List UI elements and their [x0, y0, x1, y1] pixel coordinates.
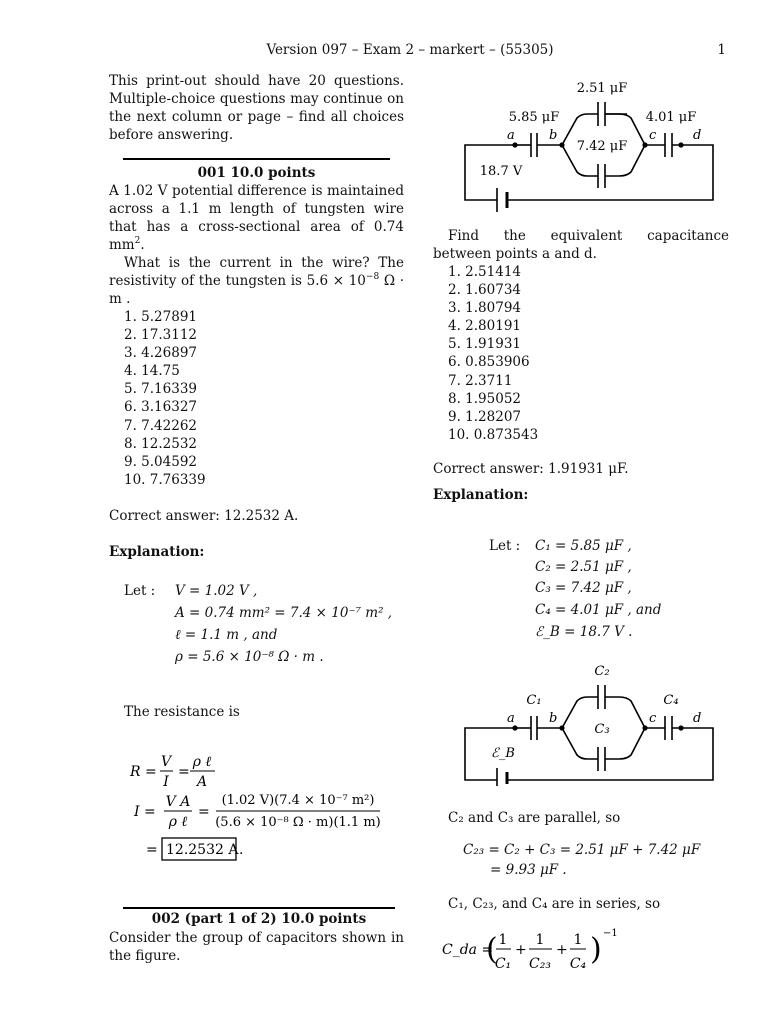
- circuit-figure-1: [455, 74, 725, 224]
- cda-num-1: 1: [498, 932, 508, 948]
- choice-item[interactable]: 9. 5.04592: [124, 453, 197, 470]
- choice-item[interactable]: 8. 1.95052: [448, 390, 521, 407]
- cda-exponent: −1: [603, 928, 618, 939]
- q2-given-C1: C₁ = 5.85 μF ,: [535, 538, 632, 554]
- final-answer: 12.2532 A: [166, 842, 239, 858]
- fig1-node-d: d: [693, 128, 702, 143]
- left-column: [109, 72, 404, 561]
- eq-num-VA: V A: [165, 794, 191, 810]
- q1-let-label: Let :: [124, 583, 156, 599]
- question-2-correct-answer: Correct answer: 1.91931 μF.: [433, 461, 629, 477]
- circuit-figure-2: [455, 657, 725, 787]
- choice-item[interactable]: 4. 2.80191: [448, 318, 521, 335]
- choice-item[interactable]: 3. 4.26897: [124, 345, 197, 362]
- eq-den-A: A: [196, 774, 208, 790]
- fig1-node-c: c: [649, 128, 657, 143]
- choice-item[interactable]: 5. 7.16339: [124, 381, 197, 398]
- question-2-explanation-label: Explanation:: [433, 487, 529, 503]
- q1-equations: [120, 748, 410, 868]
- svg-text:+: +: [515, 942, 527, 958]
- fig2-c1-label: C₁: [526, 693, 542, 708]
- cda-num-2: 1: [535, 932, 545, 948]
- q2-given-EB: ℰ_B = 18.7 V .: [535, 624, 633, 640]
- fig2-emf-label: ℰ_B: [491, 746, 515, 761]
- svg-text:+: +: [556, 942, 568, 958]
- choice-item[interactable]: 6. 3.16327: [124, 399, 197, 416]
- fig1-c4-label: 4.01 μF: [645, 110, 697, 125]
- question-1-choices: [109, 308, 404, 489]
- q2-let-label: Let :: [489, 538, 521, 554]
- choice-item[interactable]: 10. 0.873543: [448, 426, 539, 443]
- question-1-prompt: What is the current in the wire? The resistivity of the tungsten is $5.6 \times 10^{-8}$ Ω · m .: [109, 255, 404, 307]
- question-1-explanation-label: Explanation:: [109, 543, 205, 560]
- cda-den-2: C₂₃: [529, 956, 551, 972]
- choice-item[interactable]: 4. 14.75: [124, 363, 180, 380]
- header-title: Version 097 – Exam 2 – markert – (55305): [266, 42, 554, 58]
- c23-line-2: = 9.93 μF .: [490, 862, 567, 878]
- question-2-text: Consider the group of capacitors shown in the figure.: [109, 930, 404, 964]
- question-2-heading: 002 (part 1 of 2) 10.0 points: [151, 911, 367, 927]
- eq-den-values: (5.6 × 10⁻⁸ Ω · m)(1.1 m): [215, 815, 381, 830]
- eq-num-V: V: [160, 754, 172, 770]
- q1-given-A: A = 0.74 mm² = 7.4 × 10⁻⁷ m² ,: [175, 605, 393, 621]
- choice-item[interactable]: 3. 1.80794: [448, 300, 521, 317]
- choice-item[interactable]: 5. 1.91931: [448, 336, 521, 353]
- cda-den-1: C₁: [494, 956, 512, 972]
- eq-num-values: (1.02 V)(7.4 × 10⁻⁷ m²): [221, 793, 375, 808]
- parallel-statement: C₂ and C₃ are parallel, so: [448, 810, 621, 826]
- question-1-text: A 1.02 V potential difference is maintained across a 1.1 m length of tungsten wire that has a cross-sectional area of 0.74 $mm^2$.: [109, 183, 404, 253]
- q1-given-V: V = 1.02 V ,: [175, 583, 258, 599]
- question-2-choices: [433, 263, 538, 444]
- choice-item[interactable]: 9. 1.28207: [448, 408, 521, 425]
- eq-I-lhs: I =: [134, 804, 156, 820]
- choice-item[interactable]: 10. 7.76339: [124, 471, 206, 488]
- fig2-node-b: b: [549, 711, 558, 726]
- fig1-c1-label: 5.85 μF: [508, 110, 560, 125]
- choice-item[interactable]: 1. 2.51414: [448, 264, 521, 280]
- page-number: 1: [717, 42, 726, 58]
- question-1-heading: 001 10.0 points: [123, 158, 390, 182]
- question-1-correct-answer: Correct answer: 12.2532 A.: [109, 507, 299, 524]
- eq-den-I: I: [163, 774, 169, 790]
- fig2-node-a: a: [507, 711, 515, 726]
- cda-equation: [440, 922, 640, 978]
- fig2-c4-label: C₄: [663, 693, 679, 708]
- choice-item[interactable]: 7. 2.3711: [448, 372, 513, 389]
- c23-line-1: C₂₃ = C₂ + C₃ = 2.51 μF + 7.42 μF: [463, 842, 701, 858]
- cda-den-3: C₄: [569, 956, 587, 972]
- q2-given-C2: C₂ = 2.51 μF ,: [535, 559, 632, 575]
- fig2-node-c: c: [649, 711, 657, 726]
- choice-item[interactable]: 1. 5.27891: [124, 309, 197, 325]
- choice-item[interactable]: 2. 1.60734: [448, 282, 521, 299]
- q2-given-C4: C₄ = 4.01 μF , and: [535, 602, 662, 618]
- fig2-c3-label: C₃: [594, 722, 610, 737]
- fig2-c2-label: C₂: [594, 664, 610, 679]
- q2-given-C3: C₃ = 7.42 μF ,: [535, 580, 632, 596]
- resistance-intro: The resistance is: [124, 704, 240, 720]
- series-statement: C₁, C₂₃, and C₄ are in series, so: [448, 896, 661, 912]
- fig1-emf-label: 18.7 V: [479, 164, 523, 179]
- intro-text: This print-out should have 20 questions. Multiple-choice questions may continue on the next column or page – find all choices before answering.: [109, 73, 404, 143]
- fig2-node-d: d: [693, 711, 702, 726]
- choice-item[interactable]: 6. 0.853906: [448, 354, 530, 371]
- cda-lhs: C_da =: [442, 942, 494, 958]
- q1-given-rho: ρ = 5.6 × 10⁻⁸ Ω · m .: [175, 649, 324, 665]
- fig1-c2-label: 2.51 μF: [576, 81, 628, 96]
- choice-item[interactable]: 7. 7.42262: [124, 417, 197, 434]
- eq-num-rl: ρ ℓ: [192, 754, 212, 770]
- eq-R-lhs: R =: [130, 764, 157, 780]
- q1-given-l: ℓ = 1.1 m , and: [175, 627, 278, 643]
- fig1-node-b: b: [549, 128, 558, 143]
- svg-text:=: =: [178, 764, 190, 780]
- fig1-node-a: a: [507, 128, 515, 143]
- choice-item[interactable]: 8. 12.2532: [124, 435, 197, 452]
- cda-num-3: 1: [573, 932, 583, 948]
- choice-item[interactable]: 2. 17.3112: [124, 327, 197, 344]
- svg-text:=: =: [198, 804, 210, 820]
- question-2-prompt: Find the equivalent capacitance between points a and d.: [433, 228, 729, 262]
- svg-text:(: (: [486, 932, 498, 967]
- svg-text:.: .: [239, 842, 244, 858]
- svg-text:=: =: [146, 842, 158, 858]
- eq-den-rl: ρ ℓ: [168, 814, 188, 830]
- fig1-c3-label: 7.42 μF: [576, 139, 628, 154]
- svg-text:): ): [590, 932, 602, 967]
